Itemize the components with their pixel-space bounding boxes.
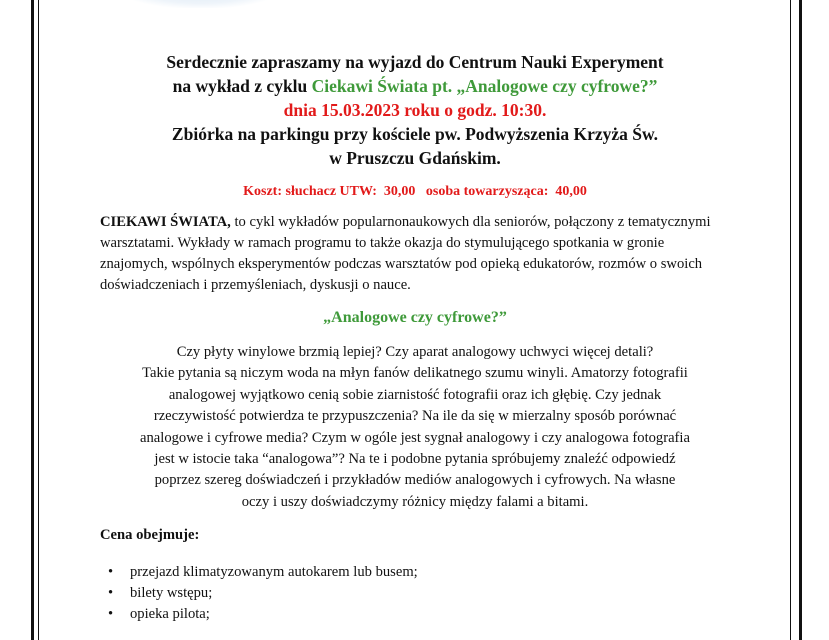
meeting-town: w Pruszczu Gdańskim. — [329, 148, 501, 168]
header-line-2-prefix: na wykład z cyklu — [172, 76, 312, 96]
list-item — [100, 562, 730, 583]
body-line: rzeczywistość potwierdza te przypuszczenia? Na ile da się w mierzalny sposób porównać — [153, 408, 677, 425]
document-content — [100, 50, 730, 625]
body-line: jest w istocie taka “analogowa”? Na te i podobne pytania spróbujemy znaleźć odpowiedź — [154, 451, 676, 468]
bullet-icon: • — [108, 606, 114, 623]
body-line: oczy i uszy doświadczymy różnicy między falami a bitami. — [241, 493, 589, 510]
body-line: Czy płyty winylowe brzmią lepiej? Czy aparat analogowy uchwyci więcej detali? — [176, 344, 654, 360]
invitation-header — [100, 50, 730, 170]
event-date: dnia 15.03.2023 roku o godz. 10:30. — [283, 100, 547, 120]
list-item-text: opieka pilota; — [130, 606, 210, 623]
description-paragraph — [100, 342, 730, 513]
header-line-2 — [100, 74, 730, 98]
price-heading: Cena obejmuje: — [100, 527, 200, 544]
header-line-1: Serdecznie zapraszamy na wyjazd do Centrum Nauki Experyment — [166, 52, 664, 72]
intro-text: to cykl wykładów popularnonaukowych dla seniorów, połączony z tematycznymi warsztatami. Wykłady w ramach programu to także okazja do stymulującego spotkania w gronie znajomych, wspólnych eksperymentów podczas warsztatów pod opieką edukatorów, rozmów o swoich doświadczeniach i przemyśleniach, dyskusji o nauce. — [100, 214, 711, 293]
list-item-text: przejazd klimatyzowanym autokarem lub busem; — [130, 564, 418, 581]
body-line: analogowe i cyfrowe media? Czym w ogóle jest sygnał analogowy i czy analogowa fotografia — [140, 429, 690, 446]
bullet-icon: • — [108, 564, 114, 581]
list-item-text: bilety wstępu; — [130, 585, 213, 602]
meeting-point: Zbiórka na parkingu przy kościele pw. Podwyższenia Krzyża Św. — [171, 124, 659, 144]
price-list — [100, 562, 730, 625]
header-decoration — [120, 0, 280, 8]
body-line: Takie pytania są niczym woda na młyn fanów delikatnego szumu winyli. Amatorzy fotografii — [142, 365, 688, 382]
bullet-icon: • — [108, 585, 114, 602]
cost-line: Koszt: słuchacz UTW: 30,00 osoba towarzysząca: 40,00 — [243, 184, 587, 199]
intro-bold: CIEKAWI ŚWIATA, — [100, 214, 231, 230]
list-item — [100, 604, 730, 625]
body-line: poprzez szereg doświadczeń i przykładów mediów analogowych i cyfrowych. Na własne — [154, 472, 676, 489]
intro-paragraph — [100, 212, 730, 296]
list-item — [100, 583, 730, 604]
section-title: „Analogowe czy cyfrowe?” — [323, 309, 507, 326]
lecture-title: Ciekawi Świata pt. „Analogowe czy cyfrowe?” — [311, 76, 658, 96]
body-line: analogowej wyjątkowo cenią sobie ziarnistość fotografii oraz ich głębię. Czy jednak — [168, 386, 662, 403]
